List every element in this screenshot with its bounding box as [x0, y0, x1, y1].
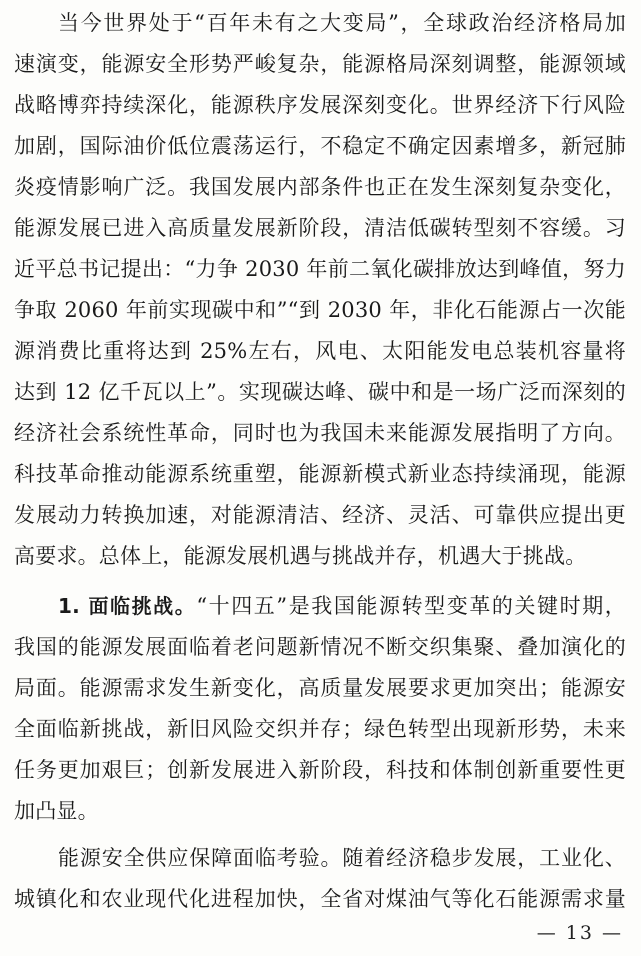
paragraph-1-line-11: 经济社会系统性革命，同时也为我国未来能源发展指明了方向。 — [14, 421, 626, 445]
paragraph-1-line-7: 近平总书记提出：“力争 2030 年前二氧化碳排放达到峰值，努力 — [14, 257, 626, 281]
paragraph-2-line-3: 局面。能源需求发生新变化，高质量发展要求更加突出；能源安 — [14, 676, 626, 700]
paragraph-1-line-2: 速演变，能源安全形势严峻复杂，能源格局深刻调整，能源领域 — [14, 52, 626, 76]
page-number: — 13 — — [536, 922, 623, 944]
paragraph-1-line-9: 源消费比重将达到 25%左右，风电、太阳能发电总装机容量将 — [14, 339, 626, 363]
paragraph-1-line-1: 当今世界处于“百年未有之大变局”，全球政治经济格局加 — [58, 11, 626, 35]
paragraph-2-line-5: 任务更加艰巨；创新发展进入新阶段，科技和体制创新重要性更 — [14, 758, 626, 782]
paragraph-2-line-1-text: “十四五”是我国能源转型变革的关键时期， — [196, 594, 626, 618]
paragraph-1-line-4: 加剧，国际油价低位震荡运行，不稳定不确定因素增多，新冠肺 — [14, 134, 626, 158]
paragraph-2-line-4: 全面临新挑战，新旧风险交织并存；绿色转型出现新形势，未来 — [14, 717, 626, 741]
paragraph-2-line-2: 我国的能源发展面临着老问题新情况不断交织集聚、叠加演化的 — [14, 635, 626, 659]
paragraph-2-line-6: 加凸显。 — [14, 799, 99, 823]
paragraph-1-line-6: 能源发展已进入高质量发展新阶段，清洁低碳转型刻不容缓。习 — [14, 216, 626, 240]
paragraph-1-line-3: 战略博弈持续深化，能源秩序发展深刻变化。世界经济下行风险 — [14, 93, 626, 117]
paragraph-1-line-8: 争取 2060 年前实现碳中和”“到 2030 年，非化石能源占一次能 — [14, 298, 626, 322]
paragraph-1-line-13: 发展动力转换加速，对能源清洁、经济、灵活、可靠供应提出更 — [14, 503, 626, 527]
paragraph-3-line-1: 能源安全供应保障面临考验。随着经济稳步发展，工业化、 — [58, 846, 626, 870]
paragraph-2-line-1 — [58, 586, 626, 626]
paragraph-1-line-5: 炎疫情影响广泛。我国发展内部条件也正在发生深刻复杂变化， — [14, 175, 626, 199]
paragraph-1-line-14: 高要求。总体上，能源发展机遇与挑战并存，机遇大于挑战。 — [14, 544, 587, 568]
section-heading: 1. 面临挑战。 — [58, 594, 197, 618]
paragraph-3-line-2: 城镇化和农业现代化进程加快，全省对煤油气等化石能源需求量 — [14, 887, 626, 911]
paragraph-1-line-10: 达到 12 亿千瓦以上”。实现碳达峰、碳中和是一场广泛而深刻的 — [14, 380, 626, 404]
paragraph-1-line-12: 科技革命推动能源系统重塑，能源新模式新业态持续涌现，能源 — [14, 462, 626, 486]
